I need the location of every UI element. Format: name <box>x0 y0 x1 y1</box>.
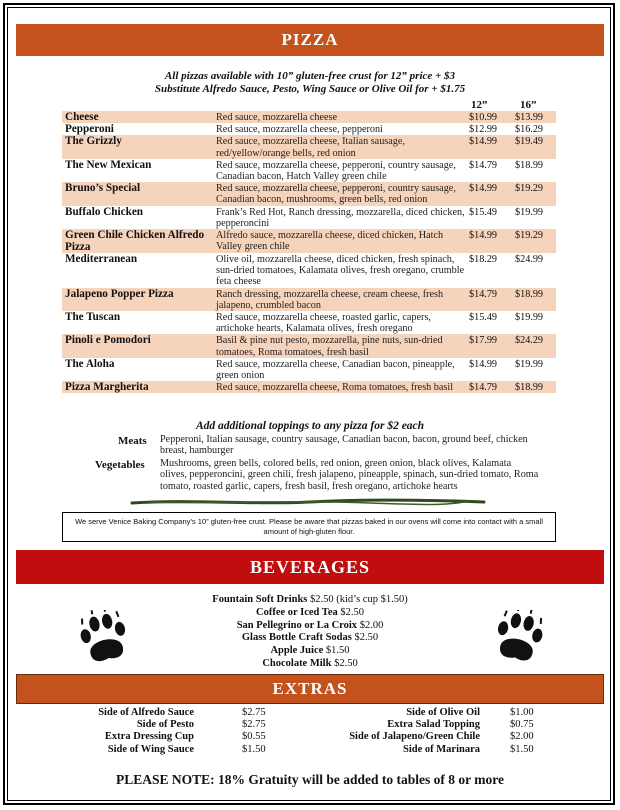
price-16: $16.29 <box>515 124 544 136</box>
extra-price: $2.75 <box>242 719 266 731</box>
beverage-price: $2.50 (kid’s cup $1.50) <box>310 594 408 605</box>
vegetables-label: Vegetables <box>95 459 145 471</box>
extra-name: Side of Jalapeno/Green Chile <box>349 731 480 743</box>
pizza-name: Mediterranean <box>65 253 138 266</box>
price-12: $12.99 <box>469 124 498 136</box>
pizza-description: Basil & pine nut pesto, mozzarella, pine nuts, sun-dried tomatoes, Roma tomatoes, fresh basil <box>216 335 443 358</box>
pizza-description: Red sauce, mozzarella cheese, pepperoni <box>216 124 383 136</box>
price-12: $10.99 <box>469 112 498 123</box>
pizza-row <box>62 381 556 393</box>
pizza-description: Red sauce, mozzarella cheese, Roma tomatoes, fresh basil <box>216 382 454 394</box>
extra-name: Extra Dressing Cup <box>104 731 194 743</box>
pizza-name: The Tuscan <box>65 311 121 324</box>
price-12: $14.99 <box>469 358 498 370</box>
pizza-description: Olive oil, mozzarella cheese, diced chicken, fresh spinach, sun-dried tomatoes, Kalamata olives, fresh oregano, crumble feta cheese <box>216 254 465 288</box>
beverage-price: $2.50 <box>354 632 379 644</box>
meats-list: Pepperoni, Italian sausage, country sausage, Canadian bacon, bacon, ground beef, chicken breast, hamburger <box>160 434 528 457</box>
extra-name: Side of Olive Oil <box>406 707 480 718</box>
pizza-row <box>62 135 556 158</box>
pizza-name: Pepperoni <box>65 123 114 136</box>
size-16-header: 16” <box>520 99 537 111</box>
pizza-name: Jalapeno Popper Pizza <box>65 287 174 300</box>
beverage-name: Coffee or Iced Tea <box>256 606 338 618</box>
pizza-description: Alfredo sauce, mozzarella cheese, diced chicken, Hatch Valley green chile <box>216 230 444 253</box>
pizza-description: Ranch dressing, mozzarella cheese, cream cheese, fresh jalapeno, crumbled bacon <box>216 288 444 311</box>
extra-name: Side of Marinara <box>403 743 480 755</box>
beverage-name: Fountain Soft Drinks <box>212 594 308 605</box>
pizza-name: Cheese <box>65 111 99 123</box>
beverage-name: Chocolate Milk <box>262 657 332 669</box>
extras-banner: EXTRAS <box>16 674 604 704</box>
pizza-name: Buffalo Chicken <box>65 205 144 218</box>
price-12: $14.99 <box>469 183 498 195</box>
pizza-name: The Aloha <box>65 357 115 370</box>
price-12: $14.79 <box>469 288 498 300</box>
extra-name: Side of Alfredo Sauce <box>98 707 194 718</box>
price-16: $19.49 <box>515 136 544 148</box>
meats-label: Meats <box>118 435 147 447</box>
beverage-price: $2.50 <box>340 606 364 618</box>
beverage-item <box>140 607 480 620</box>
price-12: $14.79 <box>469 382 498 394</box>
pizza-description: Red sauce, mozzarella cheese, roasted garlic, capers, artichoke hearts, Kalamata olives, fresh oregano <box>216 312 431 335</box>
extra-name: Side of Pesto <box>136 719 194 731</box>
price-12: $18.29 <box>469 254 498 266</box>
pizza-row <box>62 358 556 381</box>
beverage-item <box>140 594 480 607</box>
toppings-heading: Add additional toppings to any pizza for $2 each <box>195 420 425 432</box>
pizza-description: Red sauce, mozzarella cheese, Italian sausage, red/yellow/orange bells, red onion <box>216 136 405 159</box>
beverage-item <box>140 620 480 633</box>
bear-paw-icon <box>78 610 134 670</box>
pizza-description: Red sauce, mozzarella cheese, pepperoni, country sausage, Canadian bacon, mushrooms, green bells, red onion <box>216 183 456 206</box>
pizza-row <box>62 123 556 135</box>
pizza-description: Red sauce, mozzarella cheese <box>216 112 338 123</box>
beverage-price: $2.50 <box>334 657 358 669</box>
extra-price: $2.75 <box>242 707 266 718</box>
extra-price: $0.55 <box>242 731 266 743</box>
pizza-description: Red sauce, mozzarella cheese, Canadian bacon, pineapple, green onion <box>216 358 455 382</box>
beverage-price: $2.00 <box>359 619 384 631</box>
pizza-row <box>62 182 556 205</box>
price-12: $17.99 <box>469 335 498 347</box>
extras-right-names <box>300 707 480 756</box>
gluten-notice: We serve Venice Baking Company’s 10” gluten-free crust. Please be aware that pizzas baked in our ovens will come into contact with a small amount of high-gluten flour. <box>62 512 556 542</box>
price-16: $24.99 <box>515 254 544 266</box>
extra-price: $0.75 <box>510 719 534 731</box>
price-16: $19.99 <box>515 358 544 370</box>
pizza-menu-table <box>62 111 556 393</box>
extra-price: $1.50 <box>242 743 266 755</box>
price-16: $18.99 <box>515 159 544 171</box>
beverage-item <box>140 658 480 671</box>
price-12: $14.99 <box>469 136 498 148</box>
beverage-name: Glass Bottle Craft Sodas <box>241 632 352 644</box>
sauce-substitute-note: Substitute Alfredo Sauce, Pesto, Wing Sauce or Olive Oil for + $1.75 <box>154 83 466 95</box>
beverage-name: San Pellegrino or La Croix <box>236 619 358 631</box>
size-12-header: 12” <box>471 99 488 111</box>
beverage-name: Apple Juice <box>270 645 324 657</box>
extras-right-prices <box>510 707 550 756</box>
pizza-name: Pinoli e Pomodori <box>65 334 151 347</box>
pizza-name: Pizza Margherita <box>65 381 149 394</box>
beverage-item <box>140 632 480 645</box>
extra-name: Extra Salad Topping <box>387 719 480 731</box>
pizza-name: Bruno’s Special <box>65 182 141 195</box>
gratuity-note: PLEASE NOTE: 18% Gratuity will be added to tables of 8 or more <box>115 772 504 787</box>
extras-left-names <box>60 707 194 756</box>
price-12: $14.79 <box>469 159 498 171</box>
pizza-banner: PIZZA <box>16 24 604 56</box>
beverage-item <box>140 645 480 658</box>
pizza-description: Red sauce, mozzarella cheese, pepperoni, country sausage, Canadian bacon, Hatch Valley green chile <box>216 159 456 183</box>
pizza-row <box>62 288 556 311</box>
price-16: $18.99 <box>515 382 544 394</box>
extra-price: $2.00 <box>510 731 534 743</box>
brush-divider <box>130 498 486 506</box>
price-16: $19.99 <box>515 206 544 218</box>
price-12: $14.99 <box>469 230 498 242</box>
price-12: $15.49 <box>469 312 498 324</box>
pizza-row <box>62 229 556 253</box>
extra-price: $1.50 <box>510 743 534 755</box>
pizza-row <box>62 111 556 123</box>
price-16: $13.99 <box>515 112 544 123</box>
pizza-name: The Grizzly <box>65 135 122 148</box>
beverages-banner: BEVERAGES <box>16 550 604 584</box>
beverage-price: $1.50 <box>325 645 350 657</box>
extra-name: Side of Wing Sauce <box>107 743 194 755</box>
vegetables-list: Mushrooms, green bells, colored bells, red onion, green onion, black olives, Kalamata olives, pepperoncini, green chili, fresh jalapeno, pineapple, spinach, sun-dried tomato, Roma tomato, roasted garlic, capers, fresh basil, fresh oregano, artichoke hearts <box>160 458 539 492</box>
pizza-name: The New Mexican <box>65 158 152 171</box>
pizza-row <box>62 253 556 288</box>
price-12: $15.49 <box>469 206 498 218</box>
pizza-row <box>62 159 556 182</box>
pizza-row <box>62 206 556 229</box>
price-16: $18.99 <box>515 288 544 300</box>
price-16: $24.29 <box>515 335 544 347</box>
price-16: $19.29 <box>515 230 544 242</box>
extras-left-prices <box>242 707 282 756</box>
bear-paw-icon-right <box>492 610 548 670</box>
beverage-list <box>140 594 480 671</box>
pizza-row <box>62 334 556 357</box>
pizza-description: Frank’s Red Hot, Ranch dressing, mozzarella, diced chicken, pepperoncini <box>216 206 465 229</box>
extra-price: $1.00 <box>510 707 534 718</box>
price-16: $19.29 <box>515 183 544 195</box>
gluten-free-note: All pizzas available with 10” gluten-free crust for 12” price + $3 <box>164 70 456 82</box>
price-16: $19.99 <box>515 312 544 324</box>
pizza-name: Green Chile Chicken Alfredo Pizza <box>65 229 205 254</box>
pizza-row <box>62 311 556 334</box>
